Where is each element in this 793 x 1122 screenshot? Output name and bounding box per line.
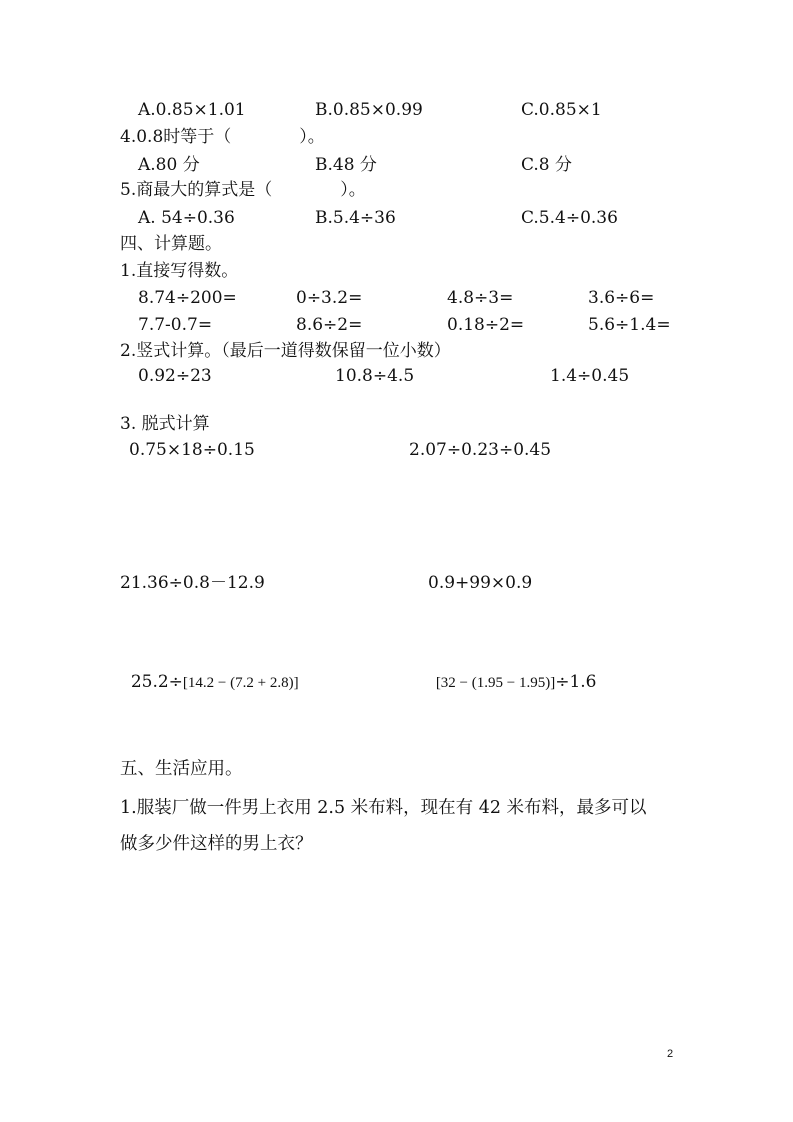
q5-option-c: C.5.4÷0.36 [521, 208, 618, 228]
q4-stem: 4.0.8时等于（ ）。 [120, 127, 325, 147]
part3-title: 3. 脱式计算 [120, 414, 210, 434]
mental-calc-item: 4.8÷3= [447, 288, 514, 308]
mental-calc-item: 0.18÷2= [447, 315, 525, 335]
mental-calc-item: 8.74÷200= [138, 288, 237, 308]
q5-option-a: A. 54÷0.36 [138, 208, 235, 228]
section4-heading: 四、计算题。 [120, 234, 222, 254]
expression-prefix: 25.2÷ [130, 672, 183, 692]
stepwise-calc-item: 2.07÷0.23÷0.45 [409, 440, 552, 460]
q3-option-b: B.0.85×0.99 [315, 100, 423, 120]
stepwise-calc-item [120, 652, 299, 693]
expression-suffix: ÷1.6 [555, 672, 597, 692]
vertical-calc-item: 10.8÷4.5 [335, 366, 415, 386]
mental-calc-item: 5.6÷1.4= [588, 315, 671, 335]
section5-heading: 五、生活应用。 [120, 759, 243, 779]
q4-option-c: C.8 分 [521, 155, 573, 175]
part2-title: 2.竖式计算。（最后一道得数保留一位小数） [120, 341, 451, 361]
mental-calc-item: 8.6÷2= [296, 315, 363, 335]
q3-option-c: C.0.85×1 [521, 100, 602, 120]
bracket-expression: [14.2 − (7.2 + 2.8)] [182, 675, 299, 691]
vertical-calc-item: 0.92÷23 [138, 366, 212, 386]
q4-option-a: A.80 分 [138, 155, 200, 175]
vertical-calc-item: 1.4÷0.45 [550, 366, 630, 386]
q4-option-b: B.48 分 [315, 155, 377, 175]
q5-option-b: B.5.4÷36 [315, 208, 396, 228]
stepwise-calc-item: 0.9+99×0.9 [428, 573, 533, 593]
stepwise-calc-item: 0.75×18÷0.15 [129, 440, 255, 460]
word-problem-line: 做多少件这样的男上衣？ [120, 834, 313, 854]
stepwise-calc-item [425, 652, 597, 693]
bracket-expression: [32 − (1.95 − 1.95)] [435, 675, 556, 691]
mental-calc-item: 7.7-0.7= [138, 315, 213, 335]
stepwise-calc-item: 21.36÷0.8－12.9 [120, 573, 265, 593]
word-problem-line: 1.服装厂做一件男上衣用 2.5 米布料，现在有 42 米布料，最多可以 [120, 798, 647, 818]
mental-calc-item: 0÷3.2= [296, 288, 363, 308]
q3-option-a: A.0.85×1.01 [138, 100, 246, 120]
part1-title: 1.直接写得数。 [120, 261, 239, 281]
page-number: 2 [667, 1048, 674, 1060]
mental-calc-item: 3.6÷6= [588, 288, 655, 308]
q5-stem: 5.商最大的算式是（ ）。 [120, 180, 366, 200]
